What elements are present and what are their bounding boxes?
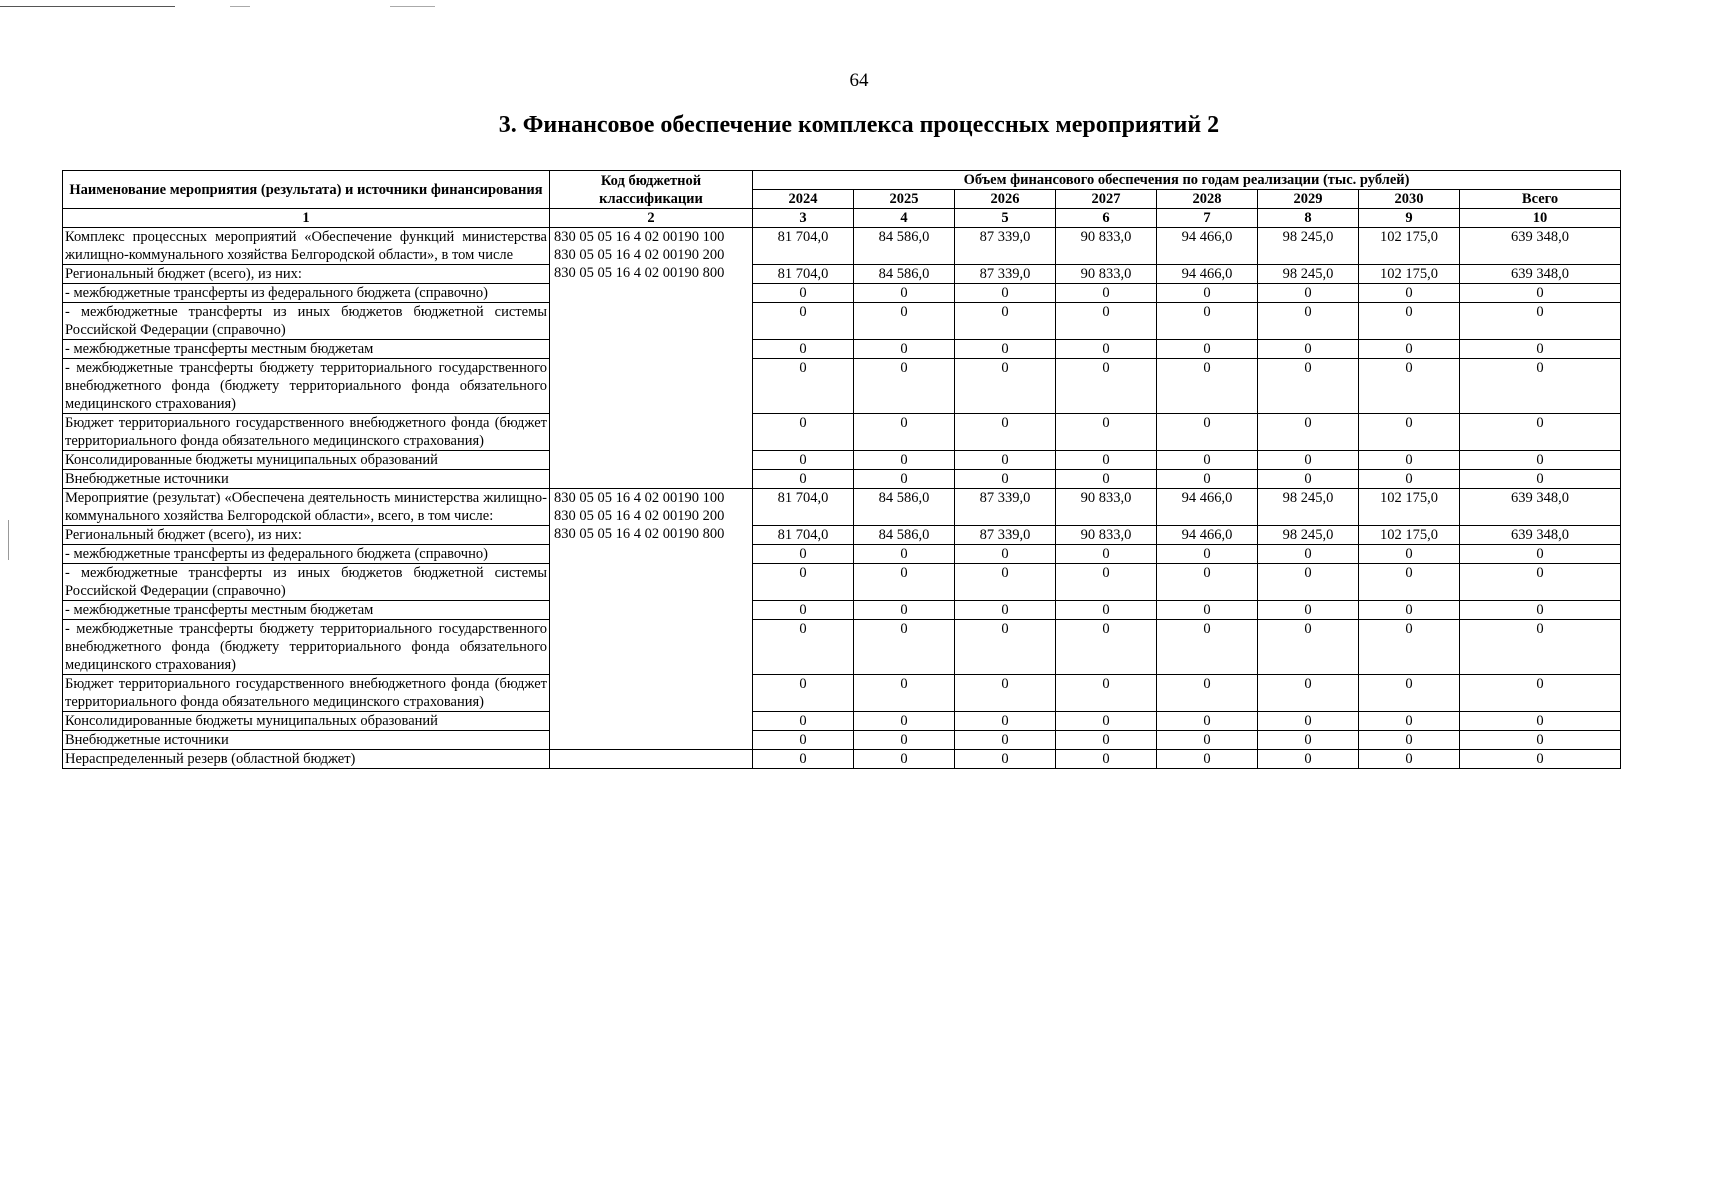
value-cell: 81 704,0 <box>753 228 854 265</box>
value-cell: 84 586,0 <box>854 526 955 545</box>
value-cell: 90 833,0 <box>1056 489 1157 526</box>
table-row <box>63 564 1621 601</box>
value-cell: 0 <box>1157 712 1258 731</box>
row-name: Региональный бюджет (всего), из них: <box>63 526 550 545</box>
value-cell: 0 <box>955 545 1056 564</box>
value-cell: 0 <box>1258 545 1359 564</box>
value-cell: 0 <box>955 731 1056 750</box>
value-cell: 0 <box>1056 545 1157 564</box>
value-cell: 0 <box>1056 451 1157 470</box>
total-cell: 0 <box>1460 340 1621 359</box>
value-cell: 0 <box>1056 303 1157 340</box>
value-cell: 0 <box>753 414 854 451</box>
value-cell: 0 <box>1056 601 1157 620</box>
value-cell: 0 <box>854 451 955 470</box>
value-cell: 0 <box>1056 564 1157 601</box>
value-cell: 0 <box>955 750 1056 769</box>
header-year: 2025 <box>854 190 955 209</box>
value-cell: 0 <box>854 731 955 750</box>
header-year: 2026 <box>955 190 1056 209</box>
value-cell: 81 704,0 <box>753 489 854 526</box>
table-row <box>63 451 1621 470</box>
value-cell: 0 <box>1258 359 1359 414</box>
budget-code: 830 05 05 16 4 02 00190 100 830 05 05 16 4 02 00190 200 830 05 05 16 4 02 00190 800 <box>550 228 753 489</box>
table-row <box>63 489 1621 526</box>
header-year: 2028 <box>1157 190 1258 209</box>
row-name: - межбюджетные трансферты бюджету территориального государственного внебюджетного фонда (бюджету территориального фонда обязательного медицинского страхования) <box>63 359 550 414</box>
row-name: - межбюджетные трансферты бюджету территориального государственного внебюджетного фонда (бюджету территориального фонда обязательного медицинского страхования) <box>63 620 550 675</box>
value-cell: 0 <box>753 564 854 601</box>
value-cell: 0 <box>1258 284 1359 303</box>
column-number: 1 <box>63 209 550 228</box>
value-cell: 94 466,0 <box>1157 489 1258 526</box>
header-name: Наименование мероприятия (результата) и источники финансирования <box>63 171 550 209</box>
page-number: 64 <box>849 70 869 91</box>
scan-artifact-mark <box>8 520 9 560</box>
column-number-row <box>63 209 1621 228</box>
value-cell: 0 <box>1157 340 1258 359</box>
value-cell: 0 <box>1258 303 1359 340</box>
value-cell: 0 <box>1359 414 1460 451</box>
value-cell: 0 <box>1258 675 1359 712</box>
value-cell: 90 833,0 <box>1056 265 1157 284</box>
value-cell: 0 <box>955 470 1056 489</box>
table-row <box>63 414 1621 451</box>
value-cell: 102 175,0 <box>1359 265 1460 284</box>
value-cell: 0 <box>854 675 955 712</box>
value-cell: 0 <box>1359 712 1460 731</box>
header-volume: Объем финансового обеспечения по годам реализации (тыс. рублей) <box>753 171 1621 190</box>
table-row <box>63 601 1621 620</box>
value-cell: 98 245,0 <box>1258 526 1359 545</box>
value-cell: 81 704,0 <box>753 265 854 284</box>
row-name: - межбюджетные трансферты из иных бюджетов бюджетной системы Российской Федерации (справочно) <box>63 303 550 340</box>
row-name: Бюджет территориального государственного внебюджетного фонда (бюджет территориального фонда обязательного медицинского страхования) <box>63 675 550 712</box>
table-row <box>63 675 1621 712</box>
column-number: 6 <box>1056 209 1157 228</box>
value-cell: 0 <box>1157 731 1258 750</box>
value-cell: 0 <box>1056 731 1157 750</box>
header-code: Код бюджетной классификации <box>550 171 753 209</box>
value-cell: 0 <box>1056 750 1157 769</box>
value-cell: 0 <box>1157 545 1258 564</box>
value-cell: 0 <box>1056 712 1157 731</box>
value-cell: 0 <box>854 359 955 414</box>
value-cell: 0 <box>955 564 1056 601</box>
reserve-row <box>63 750 1621 769</box>
value-cell: 87 339,0 <box>955 489 1056 526</box>
value-cell: 0 <box>1056 620 1157 675</box>
column-number: 5 <box>955 209 1056 228</box>
value-cell: 0 <box>753 750 854 769</box>
value-cell: 0 <box>854 303 955 340</box>
header-total: Всего <box>1460 190 1621 209</box>
value-cell: 84 586,0 <box>854 265 955 284</box>
column-number: 2 <box>550 209 753 228</box>
total-cell: 639 348,0 <box>1460 228 1621 265</box>
value-cell: 0 <box>1157 750 1258 769</box>
value-cell: 0 <box>1258 340 1359 359</box>
value-cell: 0 <box>1056 675 1157 712</box>
total-cell: 0 <box>1460 284 1621 303</box>
table-row <box>63 265 1621 284</box>
value-cell: 0 <box>1359 750 1460 769</box>
value-cell: 0 <box>1258 414 1359 451</box>
value-cell: 98 245,0 <box>1258 265 1359 284</box>
value-cell: 0 <box>1258 731 1359 750</box>
value-cell: 0 <box>854 284 955 303</box>
total-cell: 0 <box>1460 712 1621 731</box>
header-year: 2027 <box>1056 190 1157 209</box>
header-year: 2024 <box>753 190 854 209</box>
value-cell: 0 <box>854 414 955 451</box>
value-cell: 0 <box>1258 750 1359 769</box>
value-cell: 0 <box>753 601 854 620</box>
table-row <box>63 620 1621 675</box>
value-cell: 0 <box>753 731 854 750</box>
total-cell: 639 348,0 <box>1460 526 1621 545</box>
value-cell: 0 <box>955 712 1056 731</box>
row-name: - межбюджетные трансферты из федерального бюджета (справочно) <box>63 545 550 564</box>
row-name: - межбюджетные трансферты из федерального бюджета (справочно) <box>63 284 550 303</box>
value-cell: 0 <box>1157 451 1258 470</box>
value-cell: 0 <box>1258 712 1359 731</box>
header-row-top <box>63 171 1621 190</box>
value-cell: 0 <box>854 470 955 489</box>
value-cell: 98 245,0 <box>1258 489 1359 526</box>
row-name: Внебюджетные источники <box>63 731 550 750</box>
value-cell: 0 <box>753 284 854 303</box>
total-cell: 0 <box>1460 451 1621 470</box>
value-cell: 0 <box>1359 564 1460 601</box>
value-cell: 0 <box>1157 284 1258 303</box>
value-cell: 94 466,0 <box>1157 228 1258 265</box>
value-cell: 102 175,0 <box>1359 526 1460 545</box>
value-cell: 102 175,0 <box>1359 489 1460 526</box>
total-cell: 639 348,0 <box>1460 489 1621 526</box>
total-cell: 0 <box>1460 601 1621 620</box>
value-cell: 0 <box>753 712 854 731</box>
value-cell: 0 <box>1258 451 1359 470</box>
table-row <box>63 359 1621 414</box>
value-cell: 0 <box>753 545 854 564</box>
value-cell: 84 586,0 <box>854 489 955 526</box>
value-cell: 0 <box>955 359 1056 414</box>
scan-artifact-line <box>390 6 435 7</box>
total-cell: 0 <box>1460 675 1621 712</box>
value-cell: 0 <box>1056 470 1157 489</box>
table-row <box>63 303 1621 340</box>
column-number: 8 <box>1258 209 1359 228</box>
table-row <box>63 228 1621 265</box>
value-cell: 0 <box>1359 545 1460 564</box>
value-cell: 0 <box>955 414 1056 451</box>
total-cell: 0 <box>1460 620 1621 675</box>
value-cell: 102 175,0 <box>1359 228 1460 265</box>
row-name: Бюджет территориального государственного внебюджетного фонда (бюджет территориального фонда обязательного медицинского страхования) <box>63 414 550 451</box>
value-cell: 0 <box>1056 340 1157 359</box>
table-row <box>63 712 1621 731</box>
value-cell: 0 <box>1157 601 1258 620</box>
value-cell: 0 <box>854 545 955 564</box>
value-cell: 0 <box>854 750 955 769</box>
total-cell: 0 <box>1460 564 1621 601</box>
table-body <box>63 228 1621 769</box>
value-cell: 0 <box>1359 359 1460 414</box>
value-cell: 0 <box>854 601 955 620</box>
table-row <box>63 731 1621 750</box>
value-cell: 0 <box>854 620 955 675</box>
value-cell: 0 <box>1157 414 1258 451</box>
row-name: Региональный бюджет (всего), из них: <box>63 265 550 284</box>
row-name: Консолидированные бюджеты муниципальных образований <box>63 712 550 731</box>
value-cell: 0 <box>1359 470 1460 489</box>
value-cell: 0 <box>1359 303 1460 340</box>
value-cell: 0 <box>1157 359 1258 414</box>
value-cell: 0 <box>1359 620 1460 675</box>
value-cell: 84 586,0 <box>854 228 955 265</box>
header-year: 2030 <box>1359 190 1460 209</box>
row-name: Комплекс процессных мероприятий «Обеспечение функций министерства жилищно-коммунального хозяйства Белгородской области», в том числе <box>63 228 550 265</box>
value-cell: 0 <box>1258 601 1359 620</box>
value-cell: 0 <box>753 340 854 359</box>
row-name: Консолидированные бюджеты муниципальных образований <box>63 451 550 470</box>
header-year: 2029 <box>1258 190 1359 209</box>
value-cell: 0 <box>1157 620 1258 675</box>
table-row <box>63 470 1621 489</box>
total-cell: 0 <box>1460 414 1621 451</box>
budget-code: 830 05 05 16 4 02 00190 100 830 05 05 16 4 02 00190 200 830 05 05 16 4 02 00190 800 <box>550 489 753 750</box>
column-number: 4 <box>854 209 955 228</box>
row-name: - межбюджетные трансферты из иных бюджетов бюджетной системы Российской Федерации (справочно) <box>63 564 550 601</box>
total-cell: 0 <box>1460 750 1621 769</box>
value-cell: 0 <box>1359 731 1460 750</box>
document-title: 3. Финансовое обеспечение комплекса процессных мероприятий 2 <box>498 112 1220 138</box>
value-cell: 0 <box>1258 620 1359 675</box>
value-cell: 0 <box>1359 340 1460 359</box>
value-cell: 0 <box>1157 470 1258 489</box>
column-number: 9 <box>1359 209 1460 228</box>
value-cell: 0 <box>753 359 854 414</box>
value-cell: 0 <box>1359 451 1460 470</box>
value-cell: 0 <box>955 601 1056 620</box>
value-cell: 87 339,0 <box>955 265 1056 284</box>
column-number: 3 <box>753 209 854 228</box>
value-cell: 0 <box>753 620 854 675</box>
value-cell: 0 <box>1056 284 1157 303</box>
value-cell: 0 <box>955 340 1056 359</box>
value-cell: 0 <box>955 451 1056 470</box>
value-cell: 87 339,0 <box>955 228 1056 265</box>
table-row <box>63 526 1621 545</box>
table-row <box>63 545 1621 564</box>
value-cell: 0 <box>753 470 854 489</box>
total-cell: 0 <box>1460 303 1621 340</box>
total-cell: 0 <box>1460 545 1621 564</box>
total-cell: 0 <box>1460 731 1621 750</box>
row-name: - межбюджетные трансферты местным бюджетам <box>63 601 550 620</box>
value-cell: 0 <box>854 564 955 601</box>
value-cell: 0 <box>955 675 1056 712</box>
value-cell: 90 833,0 <box>1056 228 1157 265</box>
value-cell: 0 <box>1056 359 1157 414</box>
value-cell: 98 245,0 <box>1258 228 1359 265</box>
value-cell: 0 <box>1157 675 1258 712</box>
column-number: 7 <box>1157 209 1258 228</box>
value-cell: 0 <box>753 303 854 340</box>
value-cell: 0 <box>1157 564 1258 601</box>
value-cell: 0 <box>1359 675 1460 712</box>
value-cell: 81 704,0 <box>753 526 854 545</box>
value-cell: 0 <box>854 340 955 359</box>
value-cell: 0 <box>854 712 955 731</box>
row-name: - межбюджетные трансферты местным бюджетам <box>63 340 550 359</box>
table-row <box>63 284 1621 303</box>
value-cell: 0 <box>1258 564 1359 601</box>
financing-table <box>62 170 1621 769</box>
total-cell: 0 <box>1460 359 1621 414</box>
value-cell: 94 466,0 <box>1157 265 1258 284</box>
value-cell: 0 <box>753 675 854 712</box>
column-number: 10 <box>1460 209 1621 228</box>
value-cell: 0 <box>1056 414 1157 451</box>
value-cell: 90 833,0 <box>1056 526 1157 545</box>
value-cell: 0 <box>1258 470 1359 489</box>
row-name: Нераспределенный резерв (областной бюджет) <box>63 750 550 769</box>
total-cell: 639 348,0 <box>1460 265 1621 284</box>
value-cell: 0 <box>1157 303 1258 340</box>
table-row <box>63 340 1621 359</box>
budget-code <box>550 750 753 769</box>
value-cell: 0 <box>1359 601 1460 620</box>
row-name: Внебюджетные источники <box>63 470 550 489</box>
scan-artifact-line <box>0 6 175 7</box>
value-cell: 0 <box>1359 284 1460 303</box>
value-cell: 0 <box>955 303 1056 340</box>
value-cell: 0 <box>753 451 854 470</box>
total-cell: 0 <box>1460 470 1621 489</box>
value-cell: 0 <box>955 284 1056 303</box>
scan-artifact-line <box>230 6 250 7</box>
value-cell: 87 339,0 <box>955 526 1056 545</box>
value-cell: 0 <box>955 620 1056 675</box>
value-cell: 94 466,0 <box>1157 526 1258 545</box>
row-name: Мероприятие (результат) «Обеспечена деятельность министерства жилищно-коммунального хозяйства Белгородской области», всего, в том числе: <box>63 489 550 526</box>
